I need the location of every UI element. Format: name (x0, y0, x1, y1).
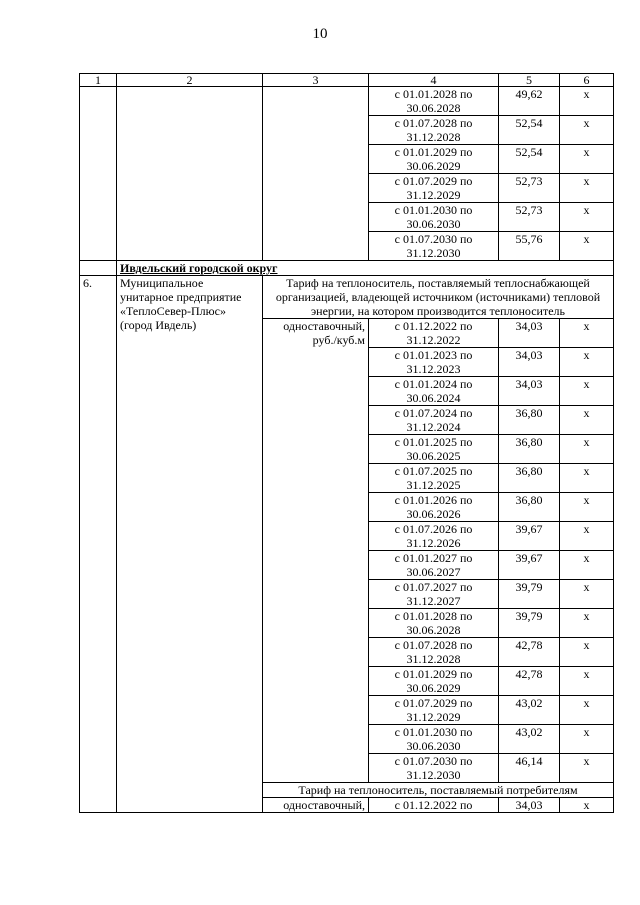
period-cell: с 01.01.2030 по 30.06.2030 (369, 725, 499, 754)
mark-cell: x (560, 435, 614, 464)
mark-cell: x (560, 798, 614, 813)
mark-cell: x (560, 232, 614, 261)
value-cell: 39,79 (499, 609, 560, 638)
header-cell: 6 (560, 74, 614, 87)
mark-cell: x (560, 174, 614, 203)
mark-cell: x (560, 580, 614, 609)
period-cell: с 01.01.2027 по 30.06.2027 (369, 551, 499, 580)
period-cell: с 01.07.2029 по 31.12.2029 (369, 174, 499, 203)
value-cell: 36,80 (499, 406, 560, 435)
header-cell: 1 (80, 74, 117, 87)
period-cell: с 01.12.2022 по 31.12.2022 (369, 319, 499, 348)
value-cell: 36,80 (499, 464, 560, 493)
period-cell: с 01.07.2030 по 31.12.2030 (369, 232, 499, 261)
value-cell: 43,02 (499, 696, 560, 725)
table-header-row (80, 74, 614, 87)
value-cell: 34,03 (499, 319, 560, 348)
mark-cell: x (560, 754, 614, 783)
period-cell: с 01.01.2025 по 30.06.2025 (369, 435, 499, 464)
header-cell: 2 (117, 74, 263, 87)
value-cell: 52,73 (499, 203, 560, 232)
mark-cell: x (560, 377, 614, 406)
mark-cell: x (560, 116, 614, 145)
mark-cell: x (560, 667, 614, 696)
value-cell: 39,67 (499, 522, 560, 551)
empty-cell (263, 87, 369, 261)
mark-cell: x (560, 203, 614, 232)
mark-cell: x (560, 551, 614, 580)
period-cell: с 01.07.2027 по 31.12.2027 (369, 580, 499, 609)
value-cell: 36,80 (499, 435, 560, 464)
period-cell: с 01.01.2028 по 30.06.2028 (369, 87, 499, 116)
organization-name: Муниципальное унитарное предприятие «ТеплоСевер-Плюс» (город Ивдель) (117, 276, 263, 813)
mark-cell: x (560, 464, 614, 493)
empty-cell (117, 87, 263, 261)
mark-cell: x (560, 319, 614, 348)
period-cell: с 01.07.2028 по 31.12.2028 (369, 638, 499, 667)
period-cell: с 01.07.2028 по 31.12.2028 (369, 116, 499, 145)
mark-cell: x (560, 348, 614, 377)
mark-cell: x (560, 87, 614, 116)
mark-cell: x (560, 696, 614, 725)
section-row (80, 261, 614, 276)
period-cell: с 01.01.2029 по 30.06.2029 (369, 145, 499, 174)
tariff-table (79, 73, 614, 813)
empty-cell (80, 87, 117, 261)
mark-cell: x (560, 145, 614, 174)
value-cell: 52,54 (499, 145, 560, 174)
section-title: Ивдельский городской округ (117, 261, 614, 276)
period-cell: с 01.01.2028 по 30.06.2028 (369, 609, 499, 638)
mark-cell: x (560, 609, 614, 638)
value-cell: 52,73 (499, 174, 560, 203)
mark-cell: x (560, 638, 614, 667)
tariff-title-row (80, 276, 614, 319)
value-cell: 34,03 (499, 348, 560, 377)
header-cell: 4 (369, 74, 499, 87)
period-cell: с 01.07.2025 по 31.12.2025 (369, 464, 499, 493)
period-cell: с 01.01.2023 по 31.12.2023 (369, 348, 499, 377)
value-cell: 34,03 (499, 798, 560, 813)
period-cell: с 01.01.2029 по 30.06.2029 (369, 667, 499, 696)
value-cell: 46,14 (499, 754, 560, 783)
value-cell: 42,78 (499, 638, 560, 667)
period-cell: с 01.07.2024 по 31.12.2024 (369, 406, 499, 435)
period-cell: с 01.01.2030 по 30.06.2030 (369, 203, 499, 232)
mark-cell: x (560, 522, 614, 551)
period-cell: с 01.01.2024 по 30.06.2024 (369, 377, 499, 406)
table-row (80, 87, 614, 116)
value-cell: 39,79 (499, 580, 560, 609)
period-cell: с 01.12.2022 по (369, 798, 499, 813)
period-cell: с 01.01.2026 по 30.06.2026 (369, 493, 499, 522)
value-cell: 52,54 (499, 116, 560, 145)
tariff-unit: одноставочный, руб./куб.м (263, 319, 369, 783)
tariff-title: Тариф на теплоноситель, поставляемый потребителям (263, 783, 614, 798)
tariff-title: Тариф на теплоноситель, поставляемый теплоснабжающей организацией, владеющей источником (источниками) тепловой энергии, на котором производится теплоноситель (263, 276, 614, 319)
value-cell: 34,03 (499, 377, 560, 406)
value-cell: 39,67 (499, 551, 560, 580)
value-cell: 43,02 (499, 725, 560, 754)
period-cell: с 01.07.2026 по 31.12.2026 (369, 522, 499, 551)
value-cell: 55,76 (499, 232, 560, 261)
mark-cell: x (560, 406, 614, 435)
page-number: 10 (312, 26, 328, 42)
header-cell: 3 (263, 74, 369, 87)
empty-cell (80, 261, 117, 276)
mark-cell: x (560, 725, 614, 754)
entry-number: 6. (80, 276, 117, 813)
header-cell: 5 (499, 74, 560, 87)
tariff-unit: одноставочный, (263, 798, 369, 813)
value-cell: 36,80 (499, 493, 560, 522)
mark-cell: x (560, 493, 614, 522)
period-cell: с 01.07.2030 по 31.12.2030 (369, 754, 499, 783)
value-cell: 42,78 (499, 667, 560, 696)
value-cell: 49,62 (499, 87, 560, 116)
period-cell: с 01.07.2029 по 31.12.2029 (369, 696, 499, 725)
